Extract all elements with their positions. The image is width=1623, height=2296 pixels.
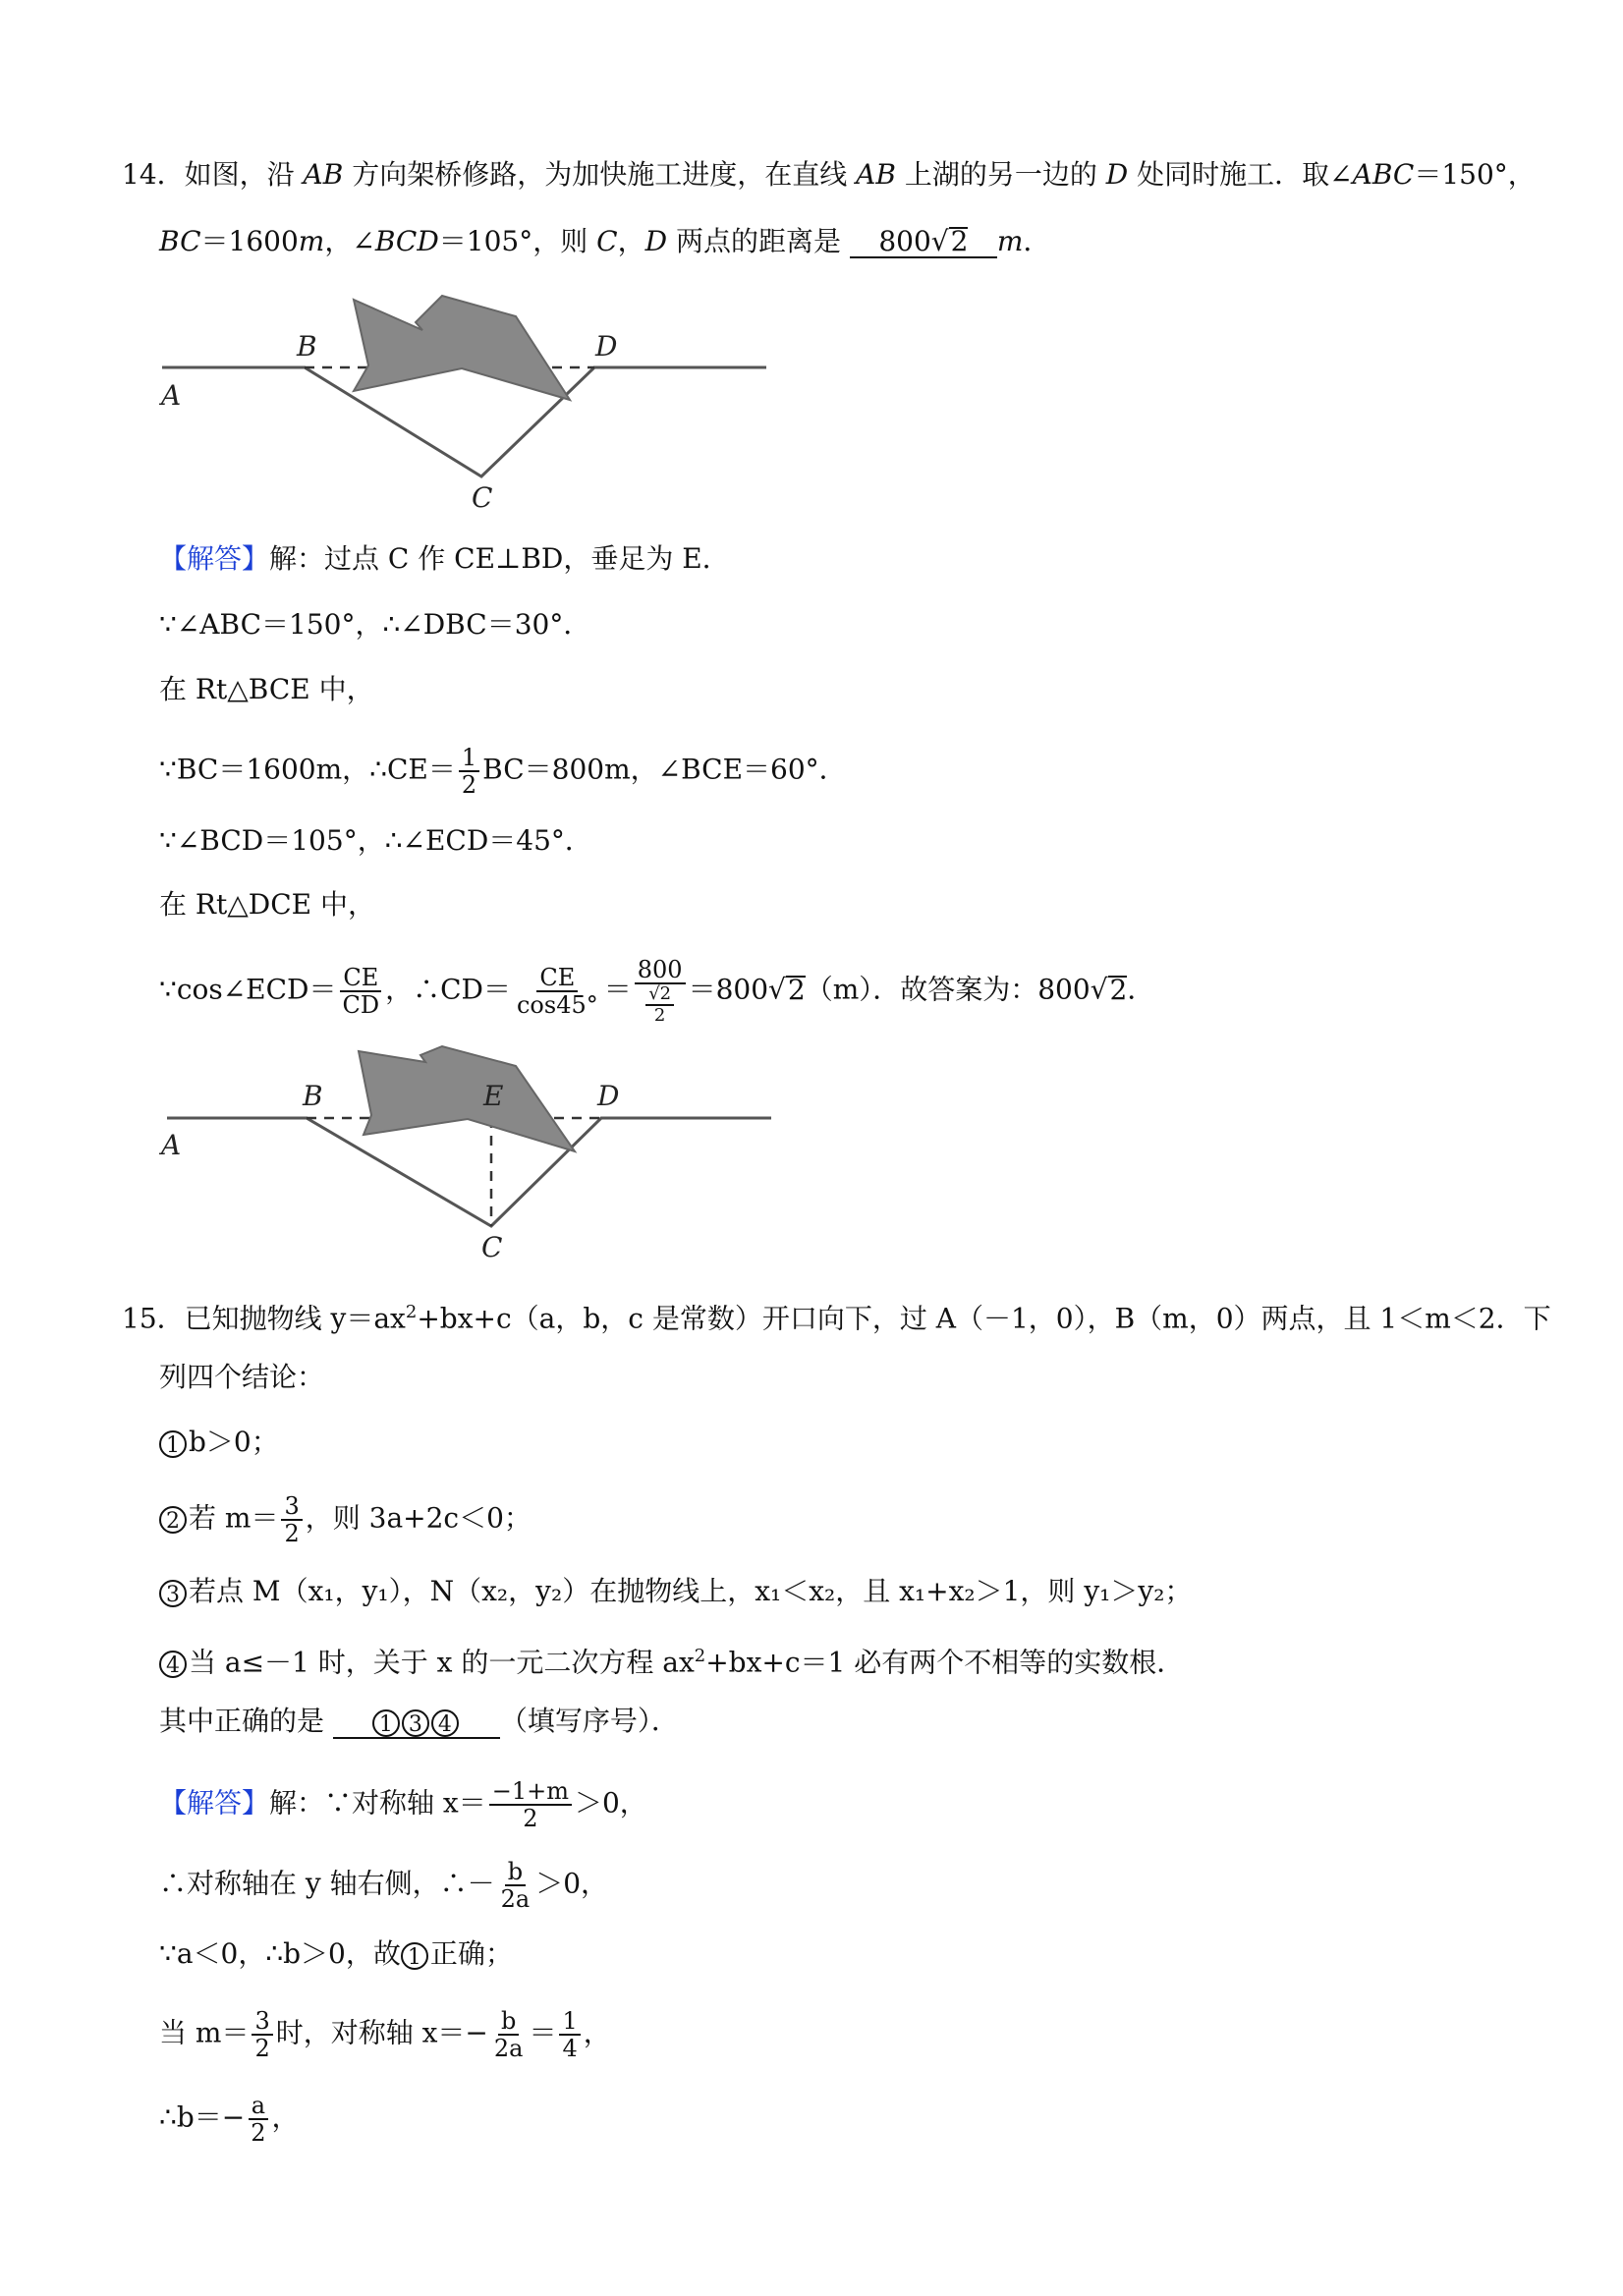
figure-road <box>162 367 766 476</box>
solution-tag: 【解答】 <box>159 1786 270 1820</box>
q14-solution-line7: ∵cos∠ECD＝ $\frac{CE}{CD}$ ，∴CD＝ $\frac{CE}{\cos 45^\circ}$ ＝ $\frac{800}{\frac{√2}{2}}$ ＝800√2（m）．故答案为：800√2． <box>159 956 1155 1026</box>
q14-solution-line3: 在 Rt△BCE 中， <box>159 673 374 705</box>
svg-text:C: C <box>481 1231 503 1263</box>
q14-solution-line5: ∵∠BCD＝105°，∴∠ECD＝45°． <box>159 824 592 857</box>
q15-conclusion-3: 3 若点 M（x₁，y₁），N（x₂，y₂）在抛物线上，x₁＜x₂，且 x₁+x₂＞1，则 y₁＞y₂； <box>159 1574 1192 1609</box>
q15-answer-line: 其中正确的是 1 3 4 （填写序号）． <box>159 1705 679 1737</box>
q14-solution-line4: ∵BC＝1600m，∴CE＝ $\frac{1}{2}$ BC＝800m，∠BCE＝60°． <box>159 744 847 799</box>
q14-line1: 14．如图，沿 AB 方向架桥修路，为加快施工进度，在直线 AB 上湖的另一边的 D 处同时施工．取∠ABC＝150°， <box>122 158 1536 191</box>
fraction-ce-cd: $\frac{CE}{CD}$ <box>340 965 383 1018</box>
lake-shape <box>359 1046 575 1151</box>
q15-number: 15． <box>122 1302 185 1335</box>
q15-solution-line2: ∴对称轴在 y 轴右侧，∴－ $\frac{b}{2a}$ ＞0， <box>159 1858 609 1913</box>
label-C: C <box>472 481 493 514</box>
svg-text:D: D <box>597 1080 620 1112</box>
fraction-800-root2: $\frac{800}{\frac{√2}{2}}$ <box>635 957 686 1026</box>
lake-shape <box>354 296 570 400</box>
q15-solution-line3: ∵a＜0，∴b＞0，故 1 正确； <box>159 1937 513 1970</box>
svg-text:A: A <box>161 1129 182 1161</box>
q15-line2: 列四个结论： <box>159 1361 325 1393</box>
label-D: D <box>595 330 618 363</box>
svg-text:B: B <box>303 1080 323 1112</box>
q15-line1: 15．已知抛物线 $y=ax^2+bx+c(a$，b，c 是常数）开口向下，过 A（－1，0），B（m，0）两点，且 1＜m＜2．下 <box>122 1302 1551 1335</box>
q15-solution-line4: 当 m＝ $\frac{3}{2}$ 时，对称轴 x＝− $\frac{b}{2a}$ ＝ $\frac{1}{4}$ ， <box>159 2007 611 2062</box>
solution-tag: 【解答】 <box>159 542 270 575</box>
fraction-half: $\frac{1}{2}$ <box>459 745 479 798</box>
q15-conclusion-2: 2 若 m＝ $\frac{3}{2}$ ，则 3a+2c＜0； <box>159 1493 532 1546</box>
q14-figure-1 <box>157 285 786 521</box>
q14-number: 14． <box>122 158 185 191</box>
q15-conclusion-1: 1 b＞0； <box>159 1425 279 1460</box>
q14-answer-blank: 800√2 <box>850 227 997 258</box>
q14-line2: BC＝1600m，∠BCD＝105°，则 C，D 两点的距离是 800√2 m． <box>159 225 1051 257</box>
q15-solution-line5: ∴b＝− $\frac{a}{2}$ ， <box>159 2092 300 2147</box>
q14-solution-line2: ∵∠ABC＝150°，∴∠DBC＝30°． <box>159 608 591 641</box>
q15-answer-blank: 1 3 4 <box>333 1707 500 1739</box>
q14-figure-2 <box>157 1036 786 1272</box>
q15-conclusion-4: 4 当 a≤－1 时，关于 x 的一元二次方程 $ax^2+bx+c=1$ 必有两个不相等的实数根． <box>159 1639 1184 1680</box>
fraction-ce-cos: $\frac{CE}{\cos 45^\circ}$ <box>516 964 598 1019</box>
svg-text:E: E <box>483 1080 504 1112</box>
q14-solution-line1: 【解答】解：过点 C 作 CE⊥BD，垂足为 E． <box>159 542 730 575</box>
q14-solution-line6: 在 Rt△DCE 中， <box>159 888 375 921</box>
label-B: B <box>297 330 317 363</box>
label-A: A <box>161 379 182 412</box>
q15-solution-line1: 【解答】解：∵对称轴 x＝ $\frac{-1+m}{2}$ ＞0， <box>159 1777 647 1832</box>
